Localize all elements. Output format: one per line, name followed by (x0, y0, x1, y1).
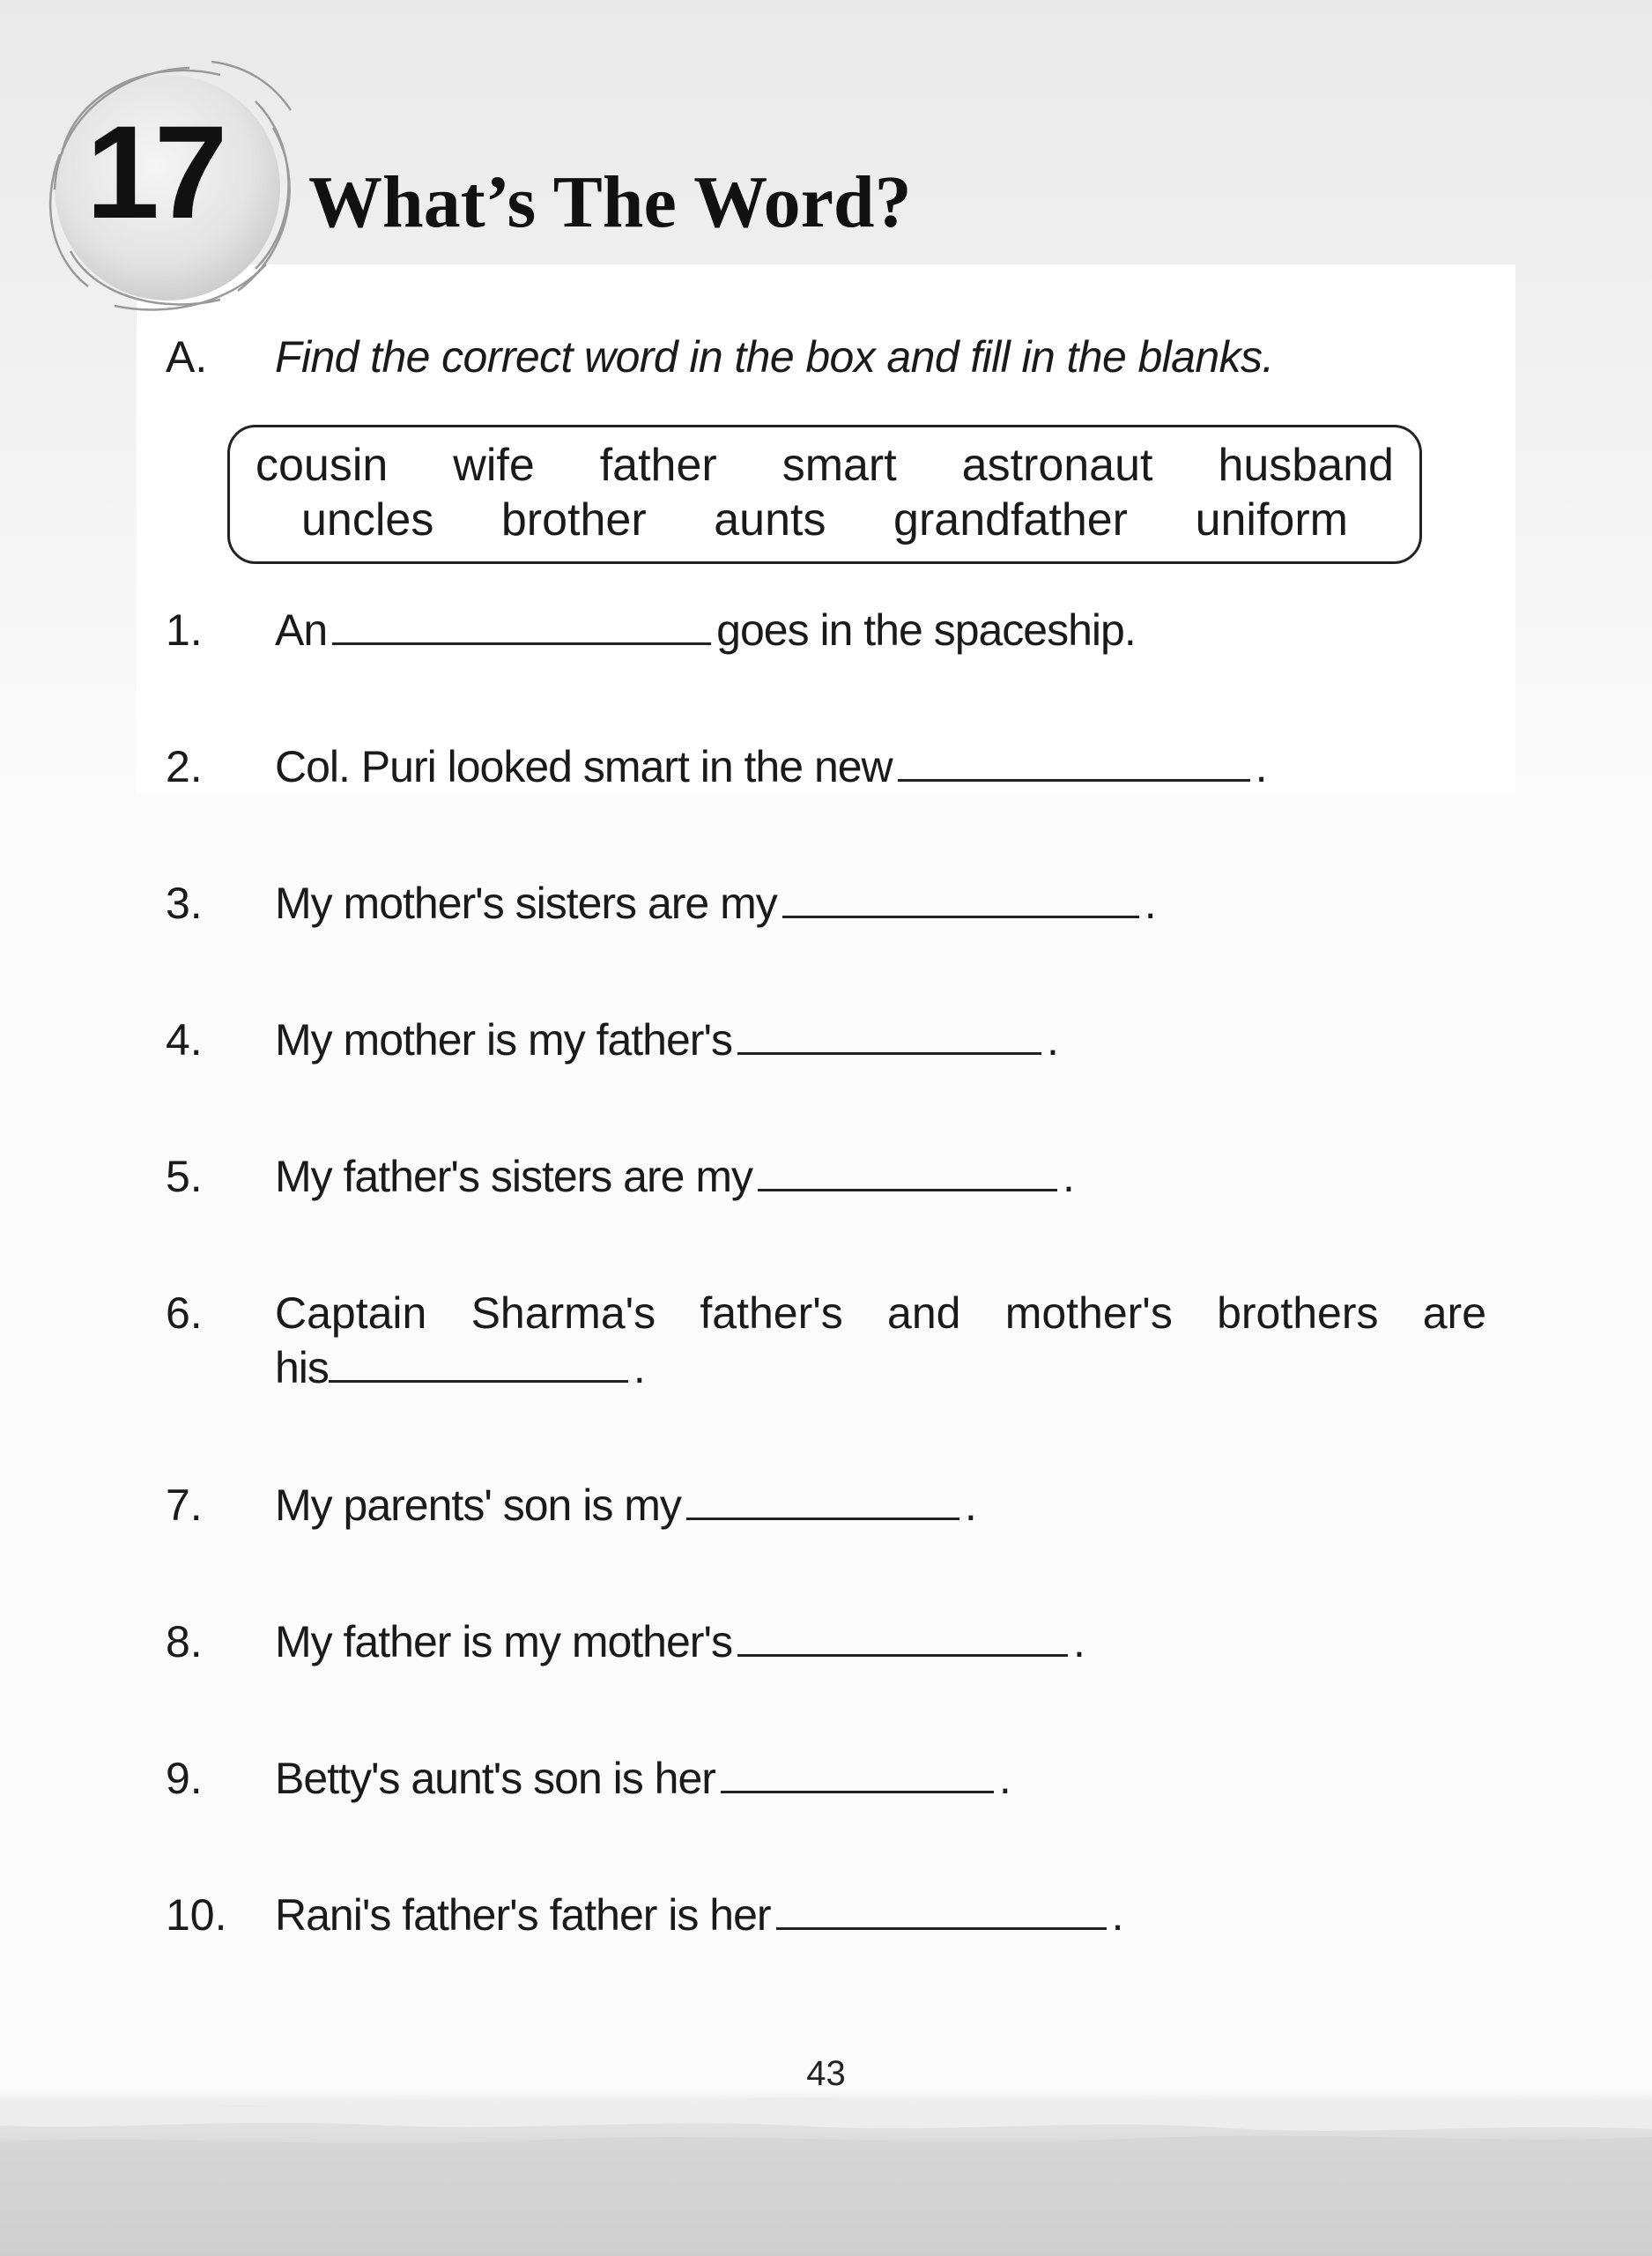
footer-band (0, 2089, 1652, 2256)
word-option: wife (453, 440, 535, 491)
word-option: uncles (301, 494, 434, 545)
answer-blank[interactable] (782, 880, 1139, 918)
word-option: brother (500, 494, 647, 545)
question-word: Captain (275, 1288, 427, 1338)
question-word: father's (700, 1288, 843, 1338)
instruction-text: Find the correct word in the box and fill in the blanks. (275, 332, 1274, 382)
question-text: . (1073, 1617, 1085, 1666)
question-9 (275, 1752, 1011, 1805)
question-text: My mother's sisters are my (275, 879, 777, 928)
question-text: . (964, 1480, 976, 1530)
question-text: Betty's aunt's son is her (275, 1754, 715, 1803)
question-word: and (887, 1288, 961, 1338)
question-number: 2. (166, 742, 203, 791)
word-option: cousin (256, 440, 389, 491)
question-number: 8. (166, 1617, 203, 1666)
question-number: 5. (166, 1152, 203, 1201)
question-word: are (1422, 1288, 1486, 1338)
answer-blank[interactable] (776, 1892, 1107, 1930)
question-6-line-2 (275, 1341, 645, 1394)
lesson-title: What’s The Word? (308, 161, 912, 243)
lesson-badge (35, 48, 308, 322)
answer-blank[interactable] (721, 1755, 994, 1793)
question-word: brothers (1217, 1288, 1379, 1338)
word-option: grandfather (893, 494, 1128, 545)
question-text: My father is my mother's (275, 1617, 732, 1666)
question-6-line-1 (275, 1287, 1486, 1340)
question-text: My father's sisters are my (275, 1152, 752, 1201)
question-text: . (1144, 879, 1156, 928)
question-text: My parents' son is my (275, 1480, 681, 1530)
word-option: smart (782, 440, 897, 491)
question-text: . (1047, 1015, 1058, 1065)
question-text: An (275, 605, 328, 655)
question-number: 4. (166, 1015, 203, 1065)
question-number: 6. (166, 1288, 203, 1338)
question-text: Rani's father's father is her (275, 1890, 771, 1940)
word-option: uniform (1195, 494, 1348, 545)
section-label: A. (166, 332, 208, 382)
question-text: Col. Puri looked smart in the new (275, 742, 893, 791)
question-word: mother's (1004, 1288, 1173, 1338)
question-number: 9. (166, 1754, 203, 1803)
word-box-row-1 (256, 439, 1394, 492)
answer-blank[interactable] (737, 1619, 1068, 1657)
answer-blank[interactable] (329, 1345, 628, 1383)
question-text: . (998, 1754, 1011, 1803)
question-text: . (1255, 742, 1267, 791)
question-number: 3. (166, 879, 203, 928)
question-4 (275, 1013, 1058, 1066)
question-text: . (1111, 1890, 1123, 1940)
question-number: 1. (166, 605, 203, 655)
answer-blank[interactable] (737, 1017, 1041, 1055)
lesson-number: 17 (85, 98, 223, 246)
answer-blank[interactable] (898, 744, 1250, 782)
question-number: 10. (166, 1890, 227, 1940)
word-option: aunts (714, 494, 826, 545)
word-option: astronaut (961, 440, 1153, 491)
question-1 (275, 604, 1136, 657)
question-word: Sharma's (470, 1288, 656, 1338)
word-option: husband (1218, 440, 1394, 491)
question-text: goes in the spaceship. (716, 605, 1136, 655)
question-2 (275, 740, 1267, 793)
torn-edge-decoration (0, 2089, 1652, 2256)
question-text: . (633, 1343, 645, 1392)
question-5 (275, 1150, 1074, 1203)
page-number: 43 (806, 2054, 846, 2093)
answer-blank[interactable] (686, 1482, 959, 1520)
question-3 (275, 877, 1156, 930)
question-8 (275, 1615, 1085, 1668)
answer-blank[interactable] (758, 1154, 1057, 1191)
question-10 (275, 1889, 1122, 1941)
question-text: My mother is my father's (275, 1015, 732, 1065)
answer-blank[interactable] (332, 607, 711, 645)
question-text: his (275, 1343, 329, 1392)
question-7 (275, 1479, 976, 1532)
question-number: 7. (166, 1480, 203, 1530)
question-text: . (1063, 1152, 1074, 1201)
word-box-row-2 (301, 494, 1348, 546)
word-option: father (599, 440, 717, 491)
